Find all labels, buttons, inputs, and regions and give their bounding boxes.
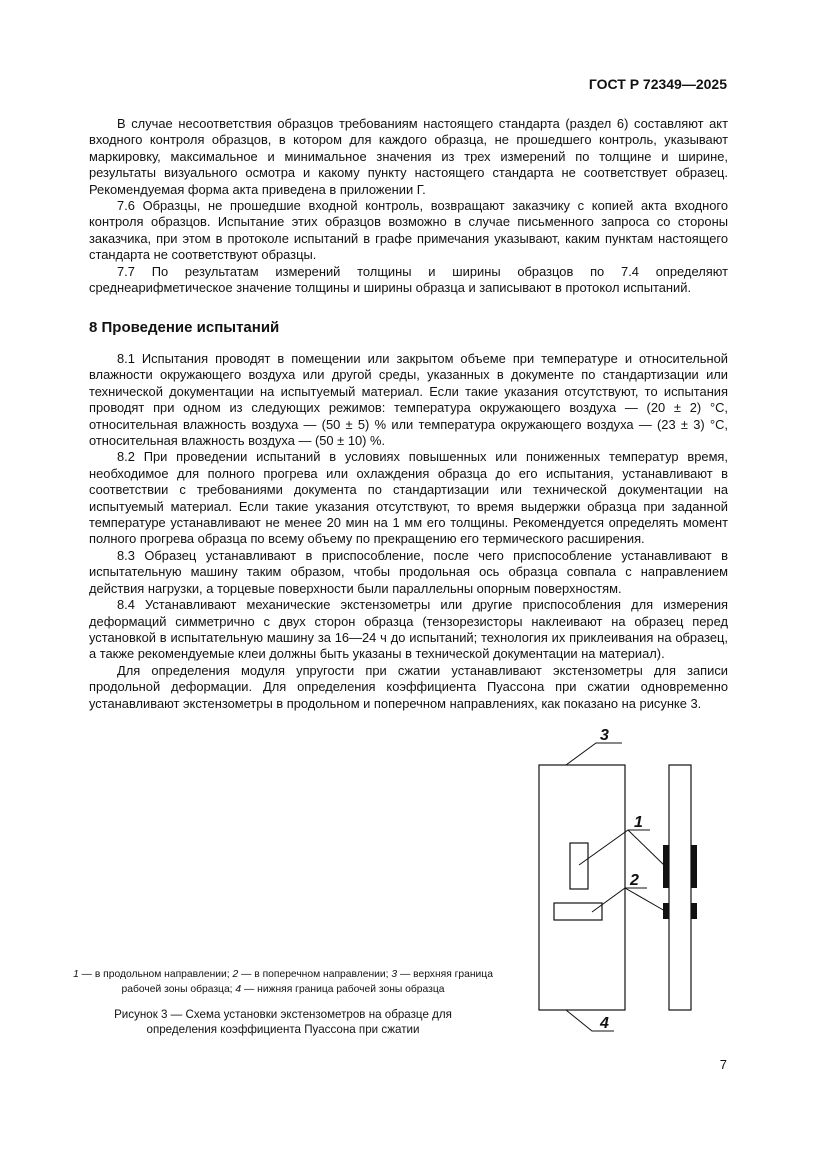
specimen-front (539, 765, 625, 1010)
paragraph: 7.7 По результатам измерений толщины и ширины образцов по 7.4 определяют среднеарифметическое значение толщины и ширины образца и записывают в протокол испытаний. (89, 263, 728, 296)
side-gauge-left-1 (663, 845, 669, 888)
leader-1a (579, 830, 650, 865)
side-gauge-right-1 (691, 845, 697, 888)
longitudinal-gauge (570, 843, 588, 889)
label-4: 4 (600, 1015, 609, 1032)
label-1: 1 (634, 814, 643, 831)
paragraph: 8.2 При проведении испытаний в условиях повышенных или пониженных температур время, необходимое для полного прогрева или охлаждения образца до его испытания, устанавливают в соответствии с требованиями документа по стандартизации или технической документации на испытуемый материал. Если такие указания отсутствуют, то время выдержки образца при заданной температуре устанавливают не менее 20 мин на 1 мм его толщины. Рекомендуется определять момент полного прогрева образца по всему объему по прекращению его термического расширения. (89, 449, 728, 547)
paragraph: 8.3 Образец устанавливают в приспособление, после чего приспособление устанавливают в испытательную машину таким образом, чтобы продольная ось образца совпала с направлением действия нагрузки, а торцевые поверхности были параллельны опорным поверхностям. (89, 547, 728, 596)
figure-caption: Рисунок 3 — Схема установки экстензометров на образце для определения коэффициента Пуассона при сжатии (114, 1008, 452, 1036)
paragraph: Для определения модуля упругости при сжатии устанавливают экстензометры для записи продольной деформации. Для определения коэффициента Пуассона при сжатии одновременно устанавливают экстензометры в продольном и поперечном направлениях, как показано на рисунке 3. (89, 662, 728, 711)
figure-legend: 1 — в продольном направлении; 2 — в поперечном направлении; 3 — верхняя граница рабочей зоны образца; 4 — нижняя граница рабочей зоны образца (73, 969, 493, 995)
label-3: 3 (600, 727, 609, 744)
leader-2a (592, 888, 647, 912)
side-gauge-right-2 (691, 903, 697, 919)
side-gauge-left-2 (663, 903, 669, 919)
paragraph: В случае несоответствия образцов требованиям настоящего стандарта (раздел 6) составляют акт входного контроля образцов, в котором для каждого образца, не прошедшего контроль, указывают маркировку, максимальное и минимальное значения из трех измерений по толщине и ширине, результаты визуального осмотра и какому пункту настоящего стандарта не соответствует образец. Рекомендуемая форма акта приведена в приложении Г. (89, 116, 728, 197)
leader-1b (628, 830, 665, 866)
paragraph: 7.6 Образцы, не прошедшие входной контроль, возвращают заказчику с копией акта входного контроля образцов. Испытание этих образцов возможно в случае письменного запроса со стороны заказчика, при этом в протоколе испытаний в графе примечания указывают, каким пунктам настоящего стандарта не соответствуют образцы. (89, 198, 728, 263)
paragraph: 8.4 Устанавливают механические экстензометры или другие приспособления для измерения деформаций симметрично с двух сторон образца (тензорезисторы наклеивают на образец перед установкой в испытательную машину за 16—24 ч до испытаний; технология их приклеивания на образец, а также рекомендуемые клеи должны быть указаны в технической документации на материал). (89, 597, 728, 662)
paragraph: 8.1 Испытания проводят в помещении или закрытом объеме при температуре и относительной влажности окружающего воздуха или другой среды, указанных в документе по стандартизации или технической документации на испытуемый материал. Если такие указания отсутствуют, то испытания проводят при одном из следующих режимов: температура окружающего воздуха — (20 ± 2) °С, относительная влажность воздуха — (50 ± 5) % или температура окружающего воздуха — (23 ± 3) °С, относительная влажность воздуха — (50 ± 10) %. (89, 351, 728, 449)
specimen-side (669, 765, 691, 1010)
leader-2b (625, 888, 665, 911)
page-number: 7 (719, 1057, 727, 1072)
document-code: ГОСТ Р 72349—2025 (588, 76, 727, 92)
transverse-gauge (554, 903, 602, 920)
leader-3 (566, 743, 622, 765)
label-2: 2 (630, 872, 639, 889)
section-title: 8 Проведение испытаний (89, 319, 280, 336)
